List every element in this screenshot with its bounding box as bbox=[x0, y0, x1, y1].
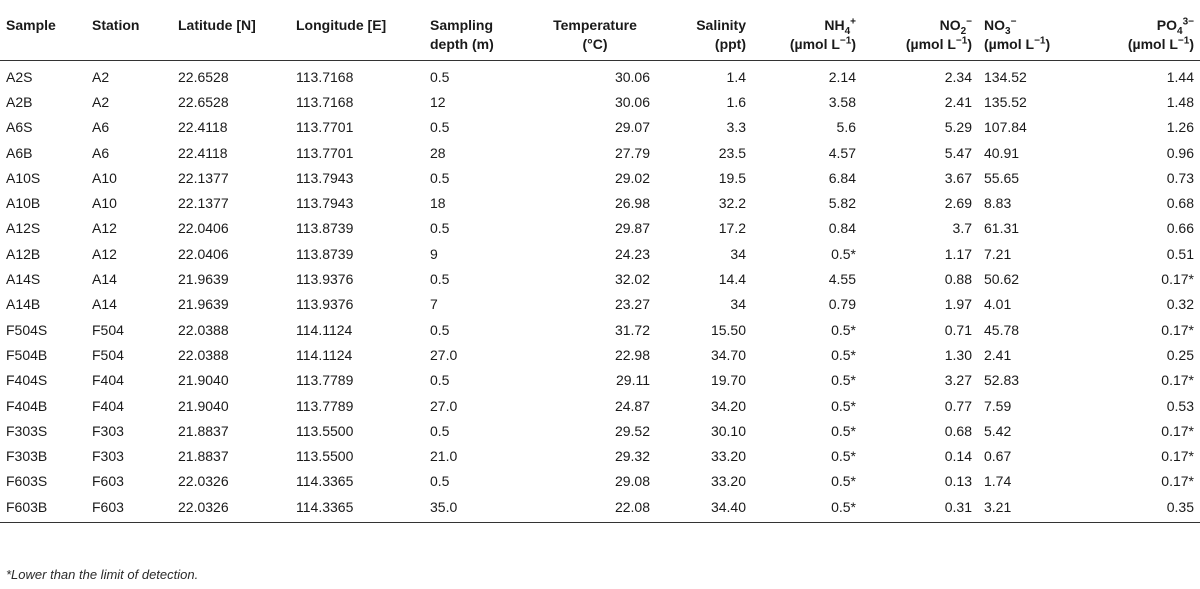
cell-longitude: 113.5500 bbox=[296, 448, 354, 465]
cell-latitude: 22.6528 bbox=[178, 68, 229, 85]
cell-salinity: 34 bbox=[730, 245, 746, 262]
cell-no3: 134.52 bbox=[984, 68, 1027, 85]
cell-no2: 5.29 bbox=[944, 119, 972, 136]
cell-station: A10 bbox=[92, 195, 117, 212]
cell-sample: F303B bbox=[6, 448, 48, 465]
table-header bbox=[0, 0, 1200, 60]
cell-station: F504 bbox=[92, 346, 124, 363]
cell-salinity: 34 bbox=[730, 296, 746, 313]
cell-longitude: 113.7943 bbox=[296, 195, 354, 212]
cell-station: A6 bbox=[92, 119, 110, 136]
cell-no3: 3.21 bbox=[978, 495, 1086, 523]
cell-temperature: 29.87 bbox=[614, 220, 650, 237]
cell-sample: F504S bbox=[6, 321, 48, 338]
cell-po4: 0.51 bbox=[1166, 245, 1194, 262]
cell-longitude: 113.7789 bbox=[296, 372, 354, 389]
cell-no3: 7.21 bbox=[984, 245, 1012, 262]
cell-latitude: 21.9639 bbox=[178, 271, 229, 288]
cell-station: A10 bbox=[92, 169, 117, 186]
cell-no3: 135.52 bbox=[984, 93, 1027, 110]
cell-po4: 0.17* bbox=[1161, 473, 1194, 490]
cell-longitude: 113.8739 bbox=[296, 245, 354, 262]
cell-temperature: 29.32 bbox=[614, 448, 650, 465]
cell-no2: 0.13 bbox=[944, 473, 972, 490]
header-station: Station bbox=[86, 0, 172, 60]
cell-salinity: 15.50 bbox=[710, 321, 746, 338]
cell-no2: 1.30 bbox=[944, 346, 972, 363]
cell-latitude: 22.1377 bbox=[178, 169, 229, 186]
cell-sample: A14S bbox=[6, 271, 41, 288]
header-nh4: $NH_4^+$ (µmol $L^{-1}$) bbox=[752, 0, 862, 60]
cell-salinity: 19.70 bbox=[710, 372, 746, 389]
cell-station: A12 bbox=[92, 220, 117, 237]
header-depth: Sampling depth (m) bbox=[424, 0, 534, 60]
cell-salinity: 30.10 bbox=[710, 422, 746, 439]
cell-no3: 1.74 bbox=[984, 473, 1012, 490]
cell-depth: 27.0 bbox=[430, 346, 458, 363]
cell-temperature: 29.52 bbox=[614, 422, 650, 439]
cell-no2: 0.77 bbox=[944, 397, 972, 414]
cell-station: A14 bbox=[92, 296, 117, 313]
cell-no3: 8.83 bbox=[984, 195, 1012, 212]
cell-po4: 0.17* bbox=[1161, 271, 1194, 288]
cell-no3: 55.65 bbox=[984, 169, 1020, 186]
cell-salinity: 32.2 bbox=[718, 195, 746, 212]
cell-temperature: 30.06 bbox=[614, 68, 650, 85]
cell-no2: 0.68 bbox=[944, 422, 972, 439]
cell-depth: 21.0 bbox=[430, 448, 458, 465]
footnote: *Lower than the limit of detection. bbox=[6, 567, 199, 582]
cell-longitude: 113.8739 bbox=[296, 220, 354, 237]
cell-longitude: 113.9376 bbox=[296, 296, 354, 313]
table-row bbox=[0, 343, 1200, 368]
cell-longitude: 114.3365 bbox=[290, 495, 424, 523]
cell-no3: 50.62 bbox=[984, 271, 1020, 288]
cell-po4: 1.26 bbox=[1166, 119, 1194, 136]
cell-depth: 0.5 bbox=[430, 68, 450, 85]
cell-latitude: 22.0406 bbox=[178, 220, 229, 237]
cell-station: A12 bbox=[92, 245, 117, 262]
cell-no2: 0.71 bbox=[944, 321, 972, 338]
table-row bbox=[0, 216, 1200, 241]
cell-no3: 45.78 bbox=[984, 321, 1020, 338]
cell-longitude: 113.7701 bbox=[296, 119, 354, 136]
cell-sample: A6B bbox=[6, 144, 33, 161]
cell-temperature: 29.08 bbox=[614, 473, 650, 490]
cell-po4: 0.17* bbox=[1161, 372, 1194, 389]
table-row bbox=[0, 115, 1200, 140]
header-no2: $NO_2^-$ (µmol $L^{-1}$) bbox=[862, 0, 978, 60]
cell-nh4: 0.5* bbox=[831, 321, 856, 338]
cell-sample: A10S bbox=[6, 169, 41, 186]
cell-longitude: 114.3365 bbox=[296, 473, 354, 490]
cell-latitude: 22.0326 bbox=[172, 495, 290, 523]
cell-latitude: 21.8837 bbox=[178, 422, 229, 439]
table-row bbox=[0, 191, 1200, 216]
cell-depth: 12 bbox=[430, 93, 446, 110]
cell-depth: 27.0 bbox=[430, 397, 458, 414]
cell-nh4: 4.57 bbox=[828, 144, 856, 161]
cell-nh4: 0.84 bbox=[828, 220, 856, 237]
header-no3: $NO_3^-$ (µmol $L^{-1}$) bbox=[978, 0, 1086, 60]
cell-salinity: 34.40 bbox=[656, 495, 752, 523]
cell-salinity: 1.4 bbox=[726, 68, 746, 85]
cell-depth: 0.5 bbox=[430, 220, 450, 237]
header-po4: $PO_4^{3-}$ (µmol $L^{-1}$) bbox=[1086, 0, 1200, 60]
cell-depth: 0.5 bbox=[430, 169, 450, 186]
cell-station: F303 bbox=[92, 422, 124, 439]
cell-latitude: 22.0326 bbox=[178, 473, 229, 490]
cell-no3: 4.01 bbox=[984, 296, 1012, 313]
cell-nh4: 5.82 bbox=[828, 195, 856, 212]
cell-po4: 1.44 bbox=[1166, 68, 1194, 85]
cell-sample: A14B bbox=[6, 296, 41, 313]
cell-station: A2 bbox=[92, 68, 110, 85]
cell-salinity: 17.2 bbox=[718, 220, 746, 237]
table-row bbox=[0, 419, 1200, 444]
cell-latitude: 21.8837 bbox=[178, 448, 229, 465]
cell-nh4: 0.5* bbox=[831, 448, 856, 465]
cell-no2: 0.31 bbox=[862, 495, 978, 523]
cell-depth: 0.5 bbox=[430, 321, 450, 338]
cell-po4: 0.25 bbox=[1166, 346, 1194, 363]
cell-temperature: 30.06 bbox=[614, 93, 650, 110]
cell-longitude: 113.7168 bbox=[296, 93, 354, 110]
table-row bbox=[0, 60, 1200, 90]
cell-station: F504 bbox=[92, 321, 124, 338]
cell-nh4: 2.14 bbox=[828, 68, 856, 85]
cell-no3: 7.59 bbox=[984, 397, 1012, 414]
table-row bbox=[0, 140, 1200, 165]
cell-depth: 0.5 bbox=[430, 372, 450, 389]
cell-salinity: 14.4 bbox=[718, 271, 746, 288]
table-row bbox=[0, 267, 1200, 292]
cell-longitude: 113.7701 bbox=[296, 144, 354, 161]
cell-nh4: 0.5* bbox=[752, 495, 862, 523]
cell-latitude: 22.6528 bbox=[178, 93, 229, 110]
cell-nh4: 0.5* bbox=[831, 372, 856, 389]
cell-nh4: 0.5* bbox=[831, 422, 856, 439]
cell-po4: 1.48 bbox=[1166, 93, 1194, 110]
table-row bbox=[0, 495, 1200, 523]
cell-po4: 0.53 bbox=[1166, 397, 1194, 414]
cell-no3: 2.41 bbox=[984, 346, 1012, 363]
cell-temperature: 29.11 bbox=[616, 372, 650, 389]
cell-station: F404 bbox=[92, 372, 124, 389]
table-row bbox=[0, 242, 1200, 267]
cell-no2: 1.17 bbox=[944, 245, 972, 262]
cell-no2: 3.27 bbox=[944, 372, 972, 389]
cell-no2: 0.88 bbox=[944, 271, 972, 288]
cell-latitude: 22.4118 bbox=[178, 119, 228, 136]
table-row bbox=[0, 469, 1200, 494]
cell-latitude: 21.9040 bbox=[178, 397, 229, 414]
cell-temperature: 29.07 bbox=[614, 119, 650, 136]
cell-salinity: 23.5 bbox=[718, 144, 746, 161]
table-row bbox=[0, 444, 1200, 469]
cell-salinity: 33.20 bbox=[710, 448, 746, 465]
cell-sample: F504B bbox=[6, 346, 48, 363]
cell-sample: F404S bbox=[6, 372, 48, 389]
cell-latitude: 22.0406 bbox=[178, 245, 229, 262]
cell-longitude: 113.7168 bbox=[296, 68, 354, 85]
cell-sample: A10B bbox=[6, 195, 41, 212]
table-row bbox=[0, 166, 1200, 191]
table-row bbox=[0, 90, 1200, 115]
cell-salinity: 3.3 bbox=[726, 119, 746, 136]
table-body bbox=[0, 60, 1200, 522]
cell-longitude: 113.7789 bbox=[296, 397, 354, 414]
cell-depth: 28 bbox=[430, 144, 446, 161]
cell-nh4: 0.5* bbox=[831, 245, 856, 262]
cell-no3: 61.31 bbox=[984, 220, 1020, 237]
cell-no2: 0.14 bbox=[944, 448, 972, 465]
cell-no2: 3.67 bbox=[944, 169, 972, 186]
cell-longitude: 114.1124 bbox=[296, 346, 353, 363]
cell-nh4: 0.5* bbox=[831, 346, 856, 363]
cell-po4: 0.68 bbox=[1166, 195, 1194, 212]
cell-salinity: 1.6 bbox=[726, 93, 746, 110]
cell-longitude: 113.5500 bbox=[296, 422, 354, 439]
cell-latitude: 22.0388 bbox=[178, 321, 229, 338]
header-temperature: Temperature (°C) bbox=[534, 0, 656, 60]
header-longitude: Longitude [E] bbox=[290, 0, 424, 60]
cell-station: F404 bbox=[92, 397, 124, 414]
cell-nh4: 4.55 bbox=[828, 271, 856, 288]
cell-nh4: 0.79 bbox=[828, 296, 856, 313]
cell-depth: 0.5 bbox=[430, 119, 450, 136]
cell-po4: 0.96 bbox=[1166, 144, 1194, 161]
cell-station: F603 bbox=[92, 473, 124, 490]
cell-po4: 0.17* bbox=[1161, 321, 1194, 338]
table-row bbox=[0, 368, 1200, 393]
cell-no2: 5.47 bbox=[944, 144, 972, 161]
cell-po4: 0.73 bbox=[1166, 169, 1194, 186]
cell-sample: F404B bbox=[6, 397, 48, 414]
cell-nh4: 6.84 bbox=[828, 169, 856, 186]
cell-latitude: 21.9040 bbox=[178, 372, 229, 389]
table-row bbox=[0, 317, 1200, 342]
cell-latitude: 22.0388 bbox=[178, 346, 229, 363]
table-row bbox=[0, 393, 1200, 418]
cell-sample: A6S bbox=[6, 119, 33, 136]
cell-salinity: 34.20 bbox=[710, 397, 746, 414]
cell-sample: F303S bbox=[6, 422, 48, 439]
cell-depth: 0.5 bbox=[430, 473, 450, 490]
cell-depth: 35.0 bbox=[424, 495, 534, 523]
cell-sample: F603S bbox=[6, 473, 48, 490]
cell-latitude: 22.4118 bbox=[178, 144, 228, 161]
cell-latitude: 21.9639 bbox=[178, 296, 229, 313]
cell-sample: A12B bbox=[6, 245, 41, 262]
cell-depth: 18 bbox=[430, 195, 446, 212]
cell-latitude: 22.1377 bbox=[178, 195, 229, 212]
cell-temperature: 29.02 bbox=[614, 169, 650, 186]
cell-po4: 0.17* bbox=[1161, 422, 1194, 439]
header-salinity: Salinity (ppt) bbox=[656, 0, 752, 60]
cell-no2: 1.97 bbox=[944, 296, 972, 313]
cell-station: A6 bbox=[92, 144, 110, 161]
cell-salinity: 19.5 bbox=[718, 169, 746, 186]
cell-po4: 0.66 bbox=[1166, 220, 1194, 237]
cell-station: A14 bbox=[92, 271, 117, 288]
cell-no3: 40.91 bbox=[984, 144, 1020, 161]
header-latitude: Latitude [N] bbox=[172, 0, 290, 60]
cell-longitude: 113.7943 bbox=[296, 169, 354, 186]
cell-sample: F603B bbox=[0, 495, 86, 523]
cell-no2: 3.7 bbox=[952, 220, 972, 237]
cell-depth: 0.5 bbox=[430, 271, 450, 288]
cell-sample: A2S bbox=[6, 68, 33, 85]
cell-no2: 2.69 bbox=[944, 195, 972, 212]
cell-temperature: 22.98 bbox=[614, 346, 650, 363]
cell-station: F303 bbox=[92, 448, 124, 465]
cell-nh4: 5.6 bbox=[836, 119, 856, 136]
cell-no2: 2.41 bbox=[944, 93, 972, 110]
header-sample: Sample bbox=[0, 0, 86, 60]
cell-longitude: 113.9376 bbox=[296, 271, 354, 288]
cell-nh4: 0.5* bbox=[831, 473, 856, 490]
cell-depth: 0.5 bbox=[430, 422, 450, 439]
cell-temperature: 27.79 bbox=[614, 144, 650, 161]
cell-sample: A2B bbox=[6, 93, 33, 110]
cell-station: F603 bbox=[86, 495, 172, 523]
cell-temperature: 32.02 bbox=[614, 271, 650, 288]
cell-temperature: 23.27 bbox=[614, 296, 650, 313]
cell-temperature: 24.87 bbox=[614, 397, 650, 414]
cell-temperature: 26.98 bbox=[614, 195, 650, 212]
cell-nh4: 0.5* bbox=[831, 397, 856, 414]
cell-po4: 0.32 bbox=[1166, 296, 1194, 313]
cell-po4: 0.17* bbox=[1161, 448, 1194, 465]
cell-temperature: 24.23 bbox=[614, 245, 650, 262]
cell-po4: 0.35 bbox=[1086, 495, 1200, 523]
cell-no3: 0.67 bbox=[984, 448, 1012, 465]
cell-temperature: 22.08 bbox=[534, 495, 656, 523]
cell-no3: 5.42 bbox=[984, 422, 1012, 439]
cell-no3: 107.84 bbox=[984, 119, 1027, 136]
cell-temperature: 31.72 bbox=[614, 321, 650, 338]
table-row bbox=[0, 292, 1200, 317]
cell-no3: 52.83 bbox=[984, 372, 1020, 389]
cell-salinity: 34.70 bbox=[710, 346, 746, 363]
cell-no2: 2.34 bbox=[944, 68, 972, 85]
cell-depth: 7 bbox=[430, 296, 438, 313]
cell-longitude: 114.1124 bbox=[296, 321, 353, 338]
cell-station: A2 bbox=[92, 93, 110, 110]
cell-sample: A12S bbox=[6, 220, 41, 237]
cell-depth: 9 bbox=[430, 245, 438, 262]
cell-salinity: 33.20 bbox=[710, 473, 746, 490]
cell-nh4: 3.58 bbox=[828, 93, 856, 110]
